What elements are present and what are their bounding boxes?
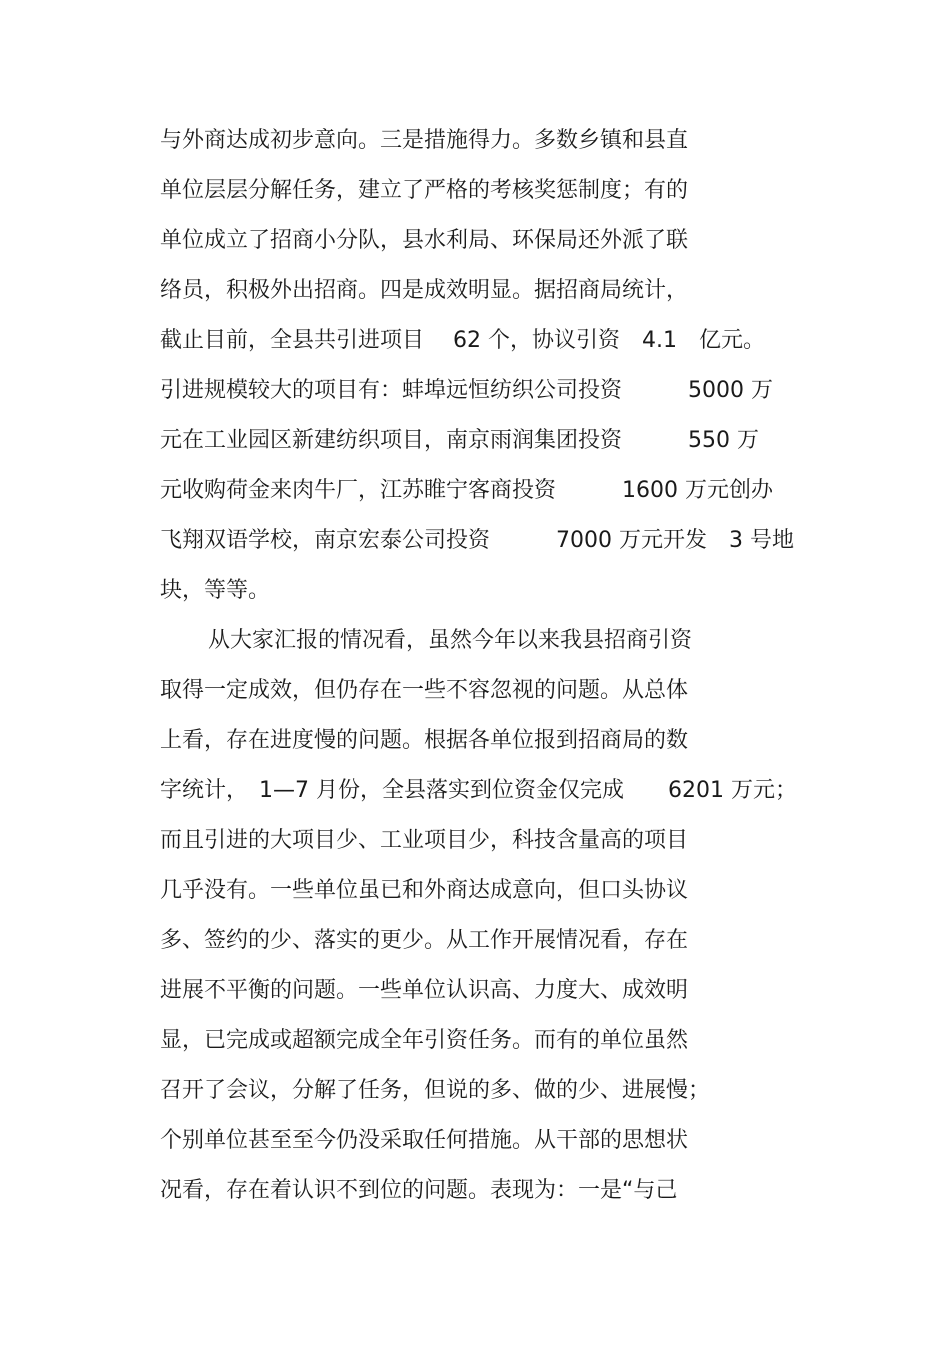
- text-line: 而且引进的大项目少、工业项目少，科技含量高的项目: [160, 828, 689, 853]
- text-line: 几乎没有。一些单位虽已和外商达成意向，但口头协议: [160, 878, 689, 903]
- text-line: 况看，存在着认识不到位的问题。表现为：一是“与己: [160, 1178, 678, 1203]
- text-line: 显，已完成或超额完成全年引资任务。而有的单位虽然: [160, 1028, 689, 1053]
- text-line: 块，等等。: [160, 578, 271, 603]
- text-line: 单位成立了招商小分队，县水利局、环保局还外派了联: [160, 228, 689, 253]
- text-line: 进展不平衡的问题。一些单位认识高、力度大、成效明: [160, 978, 689, 1003]
- text-line: 元收购荷金来肉牛厂，江苏睢宁客商投资 1600 万元创办: [160, 478, 773, 503]
- text-line: 多、签约的少、落实的更少。从工作开展情况看，存在: [160, 928, 689, 953]
- text-line: 单位层层分解任务，建立了严格的考核奖惩制度；有的: [160, 178, 689, 203]
- text-line: 络员，积极外出招商。四是成效明显。据招商局统计，: [160, 278, 689, 303]
- text-line: 字统计， 1—7 月份，全县落实到位资金仅完成 6201 万元；: [160, 778, 797, 803]
- paragraph-first-line: 从大家汇报的情况看，虽然今年以来我县招商引资: [208, 628, 693, 653]
- text-line: 与外商达成初步意向。三是措施得力。多数乡镇和县直: [160, 128, 689, 153]
- text-line: 飞翔双语学校，南京宏泰公司投资 7000 万元开发 3 号地: [160, 528, 794, 553]
- text-line: 个别单位甚至至今仍没采取任何措施。从干部的思想状: [160, 1128, 689, 1153]
- text-line: 引进规模较大的项目有：蚌埠远恒纺织公司投资 5000 万: [160, 378, 773, 403]
- text-line: 召开了会议，分解了任务，但说的多、做的少、进展慢；: [160, 1078, 711, 1103]
- text-line: 取得一定成效，但仍存在一些不容忽视的问题。从总体: [160, 678, 689, 703]
- text-line: 上看，存在进度慢的问题。根据各单位报到招商局的数: [160, 728, 689, 753]
- text-line: 截止目前，全县共引进项目 62 个，协议引资 4.1 亿元。: [160, 328, 765, 353]
- text-line: 元在工业园区新建纺织项目，南京雨润集团投资 550 万: [160, 428, 759, 453]
